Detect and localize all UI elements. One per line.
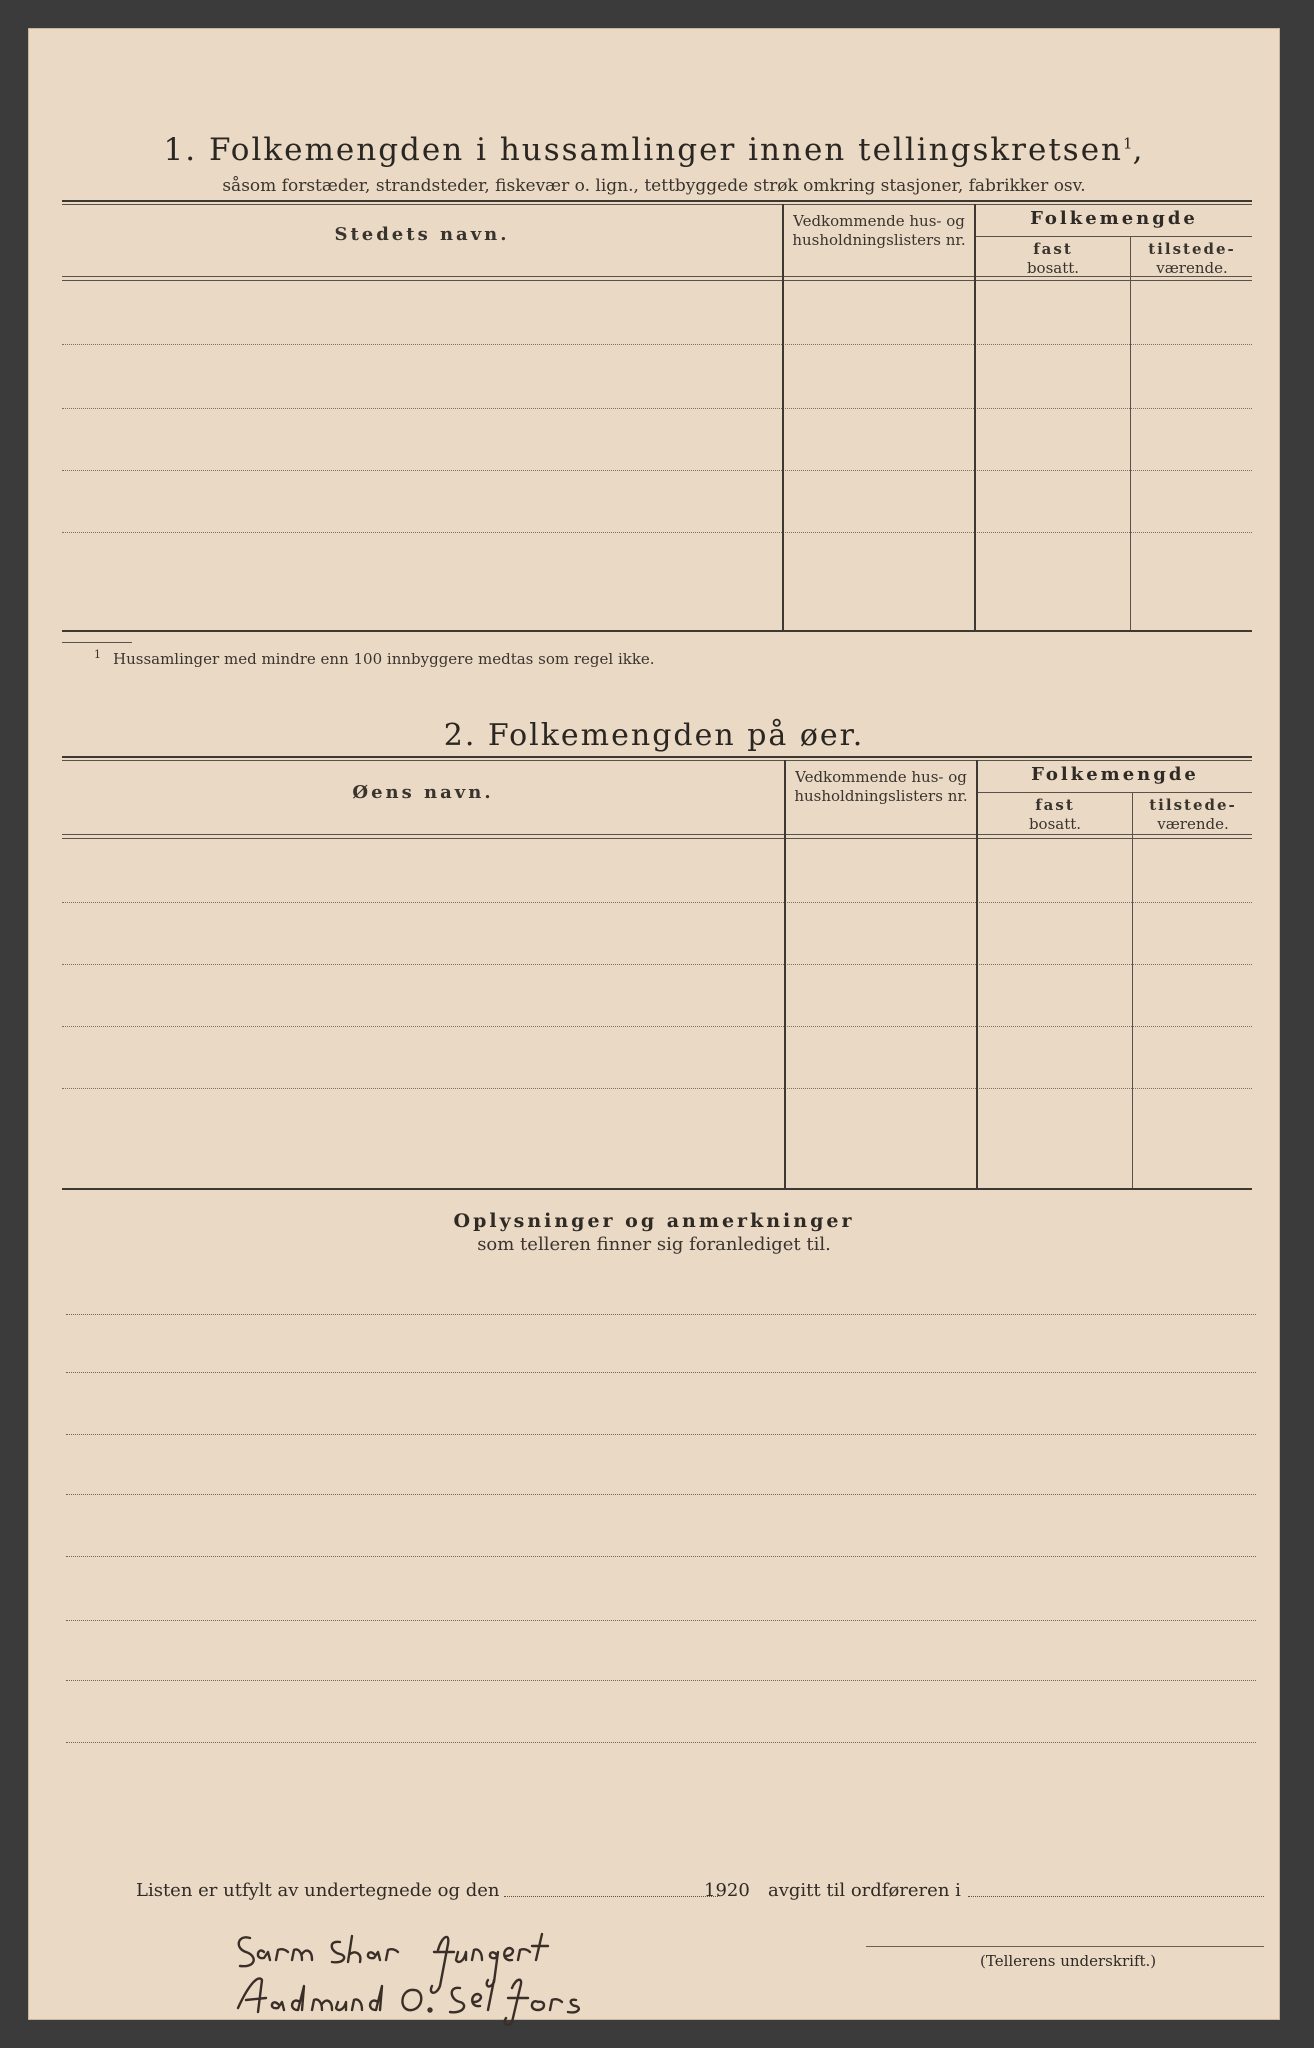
- section1-heading: [28, 132, 1280, 168]
- municipality-field: [968, 1896, 1264, 1897]
- section1-subtitle: såsom forstæder, strandsteder, fiskevær o. lign., tettbyggede strøk omkring stasjoner, fabrikker osv.: [222, 176, 1086, 196]
- section1-col-resident-b: bosatt.: [1026, 259, 1080, 277]
- footnote-mark: 1: [94, 648, 101, 661]
- date-field: [504, 1896, 718, 1897]
- section2-table: [62, 756, 1252, 1192]
- notes-line: [66, 1620, 1256, 1621]
- signature-caption: (Tellerens underskrift.): [980, 1952, 1157, 1970]
- section1-col-list-numbers: Vedkommende hus- og husholdningslisters nr.: [792, 212, 966, 249]
- avgitt-label: avgitt til ordføreren i: [768, 1880, 961, 1901]
- notes-line: [66, 1680, 1256, 1681]
- section1-col-present-b: værende.: [1156, 259, 1228, 277]
- section1-table: [62, 200, 1252, 634]
- notes-line: [66, 1742, 1256, 1743]
- section2-number: 2.: [443, 718, 477, 753]
- notes-line: [66, 1314, 1256, 1315]
- section2-col-present-a: tilstede-: [1149, 796, 1237, 814]
- notes-heading: Oplysninger og anmerkninger: [453, 1210, 855, 1232]
- section1-number: 1.: [163, 132, 198, 168]
- section1-col-place-name: Stedets navn.: [334, 224, 510, 245]
- section1-title: Folkemengden i hussamlinger innen tellingskretsen: [208, 132, 1124, 168]
- census-form-page: [28, 28, 1280, 2020]
- section2-col-island-name: Øens navn.: [352, 782, 494, 803]
- section2-col-population: Folkemengde: [1031, 764, 1199, 785]
- section2-col-resident: [978, 796, 1132, 834]
- notes-line: [66, 1494, 1256, 1495]
- section2-col-present: [1134, 796, 1252, 834]
- notes-line: [66, 1434, 1256, 1435]
- section2-title: Folkemengden på øer.: [487, 718, 865, 753]
- section1-col-population: Folkemengde: [1030, 208, 1198, 229]
- section1-footnote: [94, 648, 655, 668]
- listen-label: Listen er utfylt av undertegnede og den: [136, 1880, 500, 1901]
- section2-col-list-numbers: Vedkommende hus- og husholdningslisters nr.: [794, 768, 968, 805]
- signature-line: [866, 1946, 1264, 1947]
- notes-subtitle: som telleren finner sig foranlediget til.: [477, 1234, 831, 1255]
- notes-line: [66, 1372, 1256, 1373]
- section1-footnote-ref: 1: [1123, 134, 1133, 153]
- section1-col-present-a: tilstede-: [1148, 240, 1236, 258]
- section1-title-comma: ,: [1132, 132, 1145, 168]
- notes-line: [66, 1556, 1256, 1557]
- section2-heading: [28, 718, 1280, 753]
- section1-col-resident-a: fast: [1033, 240, 1073, 258]
- section2-col-present-b: værende.: [1157, 815, 1229, 833]
- year-label: 1920: [704, 1880, 750, 1901]
- section1-col-resident: [976, 240, 1130, 278]
- section2-col-resident-a: fast: [1035, 796, 1075, 814]
- section2-col-resident-b: bosatt.: [1028, 815, 1082, 833]
- footnote-text: Hussamlinger med mindre enn 100 innbyggere medtas som regel ikke.: [113, 650, 655, 668]
- handwritten-signature: [228, 1916, 668, 2026]
- section1-col-present: [1132, 240, 1252, 278]
